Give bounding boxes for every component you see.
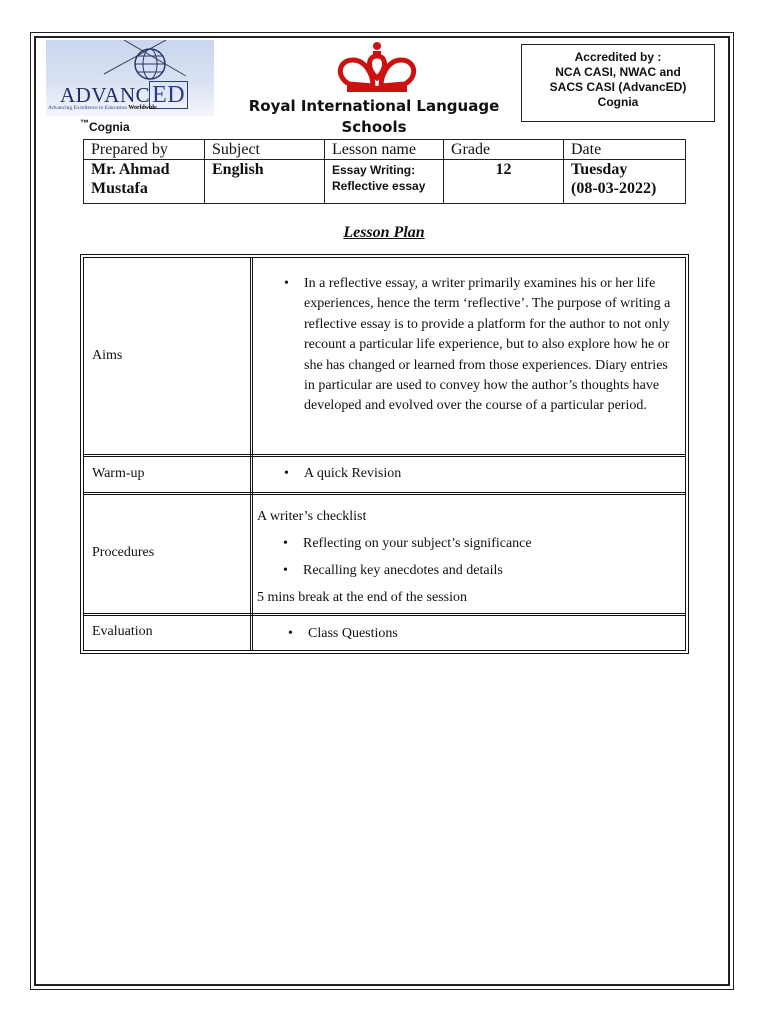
lesson-info-table <box>83 139 686 204</box>
list-item: • Reflecting on your subject’s significance <box>257 530 677 557</box>
row-warmup <box>84 457 685 495</box>
advanced-tagline: Advancing Excellence in Education Worldwide <box>48 105 157 111</box>
header-prepared-by: Prepared by <box>84 140 205 160</box>
procedures-content <box>257 503 677 611</box>
list-item: • In a reflective essay, a writer primarily examines his or her life experiences, hence the term ‘reflective’. The purpose of writing a reflective essay is to provide a platform for the author to not only recount a particular life experience, but to also explore how he or she has changed or learned from those experiences. Diary entries in particular are used to convey how the author’s thoughts have developed and evolved over the course of a particular period. <box>258 274 677 417</box>
row-label: Evaluation <box>92 624 153 639</box>
header-subject: Subject <box>205 140 325 160</box>
date-value: Tuesday (08-03-2022) <box>564 160 686 204</box>
advanced-wordmark: ADVANCED <box>60 82 188 109</box>
lesson-name-value: Essay Writing: Reflective essay <box>325 160 444 204</box>
header-date: Date <box>564 140 686 160</box>
subject-value: English <box>205 160 325 204</box>
evaluation-content <box>262 624 677 644</box>
row-label: Procedures <box>92 545 155 560</box>
grade-value: 12 <box>444 160 564 204</box>
cognia-label: ™Cognia <box>80 118 130 134</box>
row-label: Warm-up <box>92 466 145 481</box>
prepared-by-value: Mr. Ahmad Mustafa <box>84 160 205 204</box>
list-item: • A quick Revision <box>258 464 677 484</box>
row-aims <box>84 258 685 457</box>
row-procedures <box>84 495 685 616</box>
row-evaluation <box>84 616 685 650</box>
row-label: Aims <box>92 348 123 363</box>
warmup-content <box>258 464 677 484</box>
advanced-logo <box>46 40 214 116</box>
list-item: • Recalling key anecdotes and details <box>257 557 677 584</box>
procedures-intro: A writer’s checklist <box>257 509 367 524</box>
lesson-plan-table <box>80 254 689 654</box>
aims-content <box>258 274 677 417</box>
header-grade: Grade <box>444 140 564 160</box>
header-lesson-name: Lesson name <box>325 140 444 160</box>
crown-logo-icon <box>333 40 421 96</box>
procedures-outro: 5 mins break at the end of the session <box>257 590 467 605</box>
accreditation-box: Accredited by : NCA CASI, NWAC and SACS CASI (AdvancED) Cognia <box>521 44 715 122</box>
list-item: • Class Questions <box>262 624 677 644</box>
school-name: Royal International Language Schools <box>248 97 500 136</box>
page-title: Lesson Plan <box>343 224 425 241</box>
